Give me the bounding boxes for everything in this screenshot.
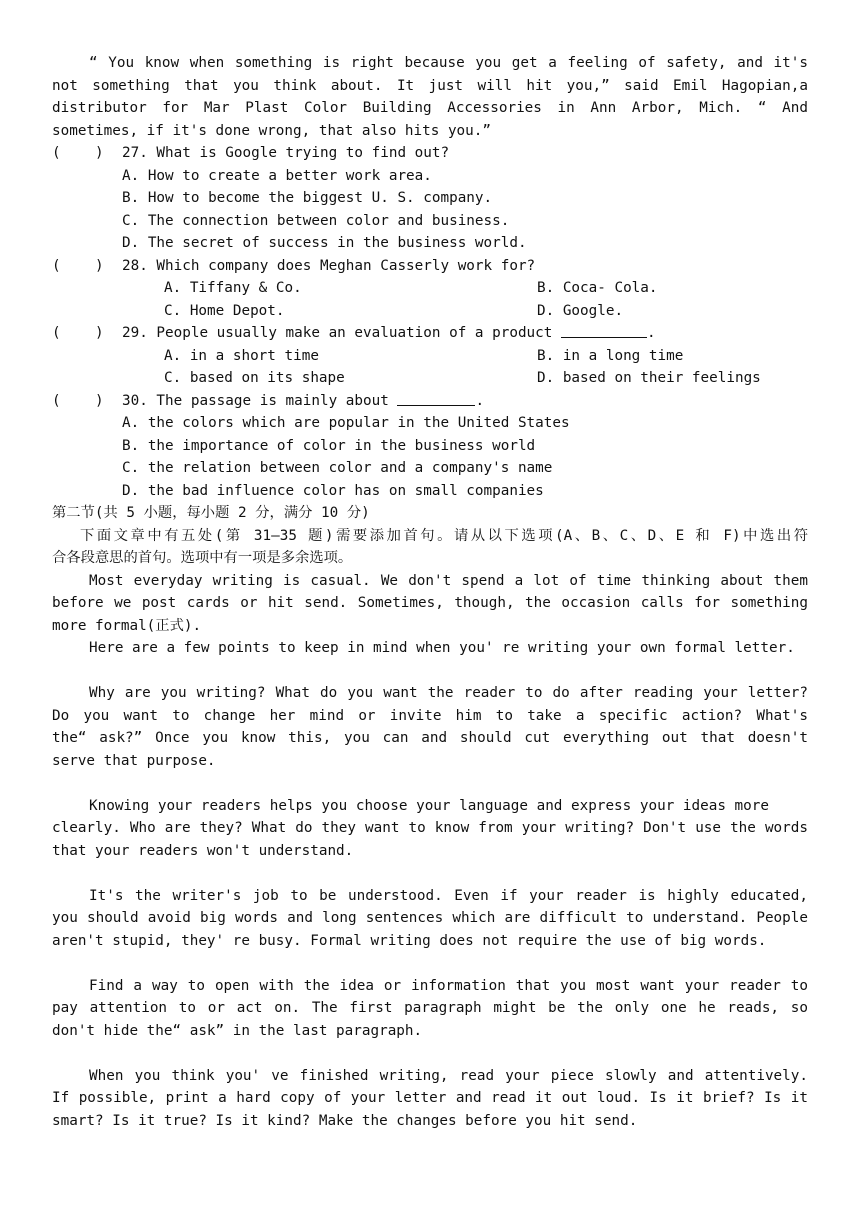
- answer-bracket[interactable]: ( ): [52, 392, 104, 409]
- reading-paragraph: [52, 52, 808, 142]
- question-stem: 29. People usually make an evaluation of a product: [122, 325, 553, 341]
- paragraph-line: Most everyday writing is casual. We don't spend a lot of time thinking about them: [89, 572, 808, 589]
- paragraph-line: not something that you think about. It just will hit you,” said Emil Hagopian,a: [52, 77, 808, 94]
- answer-bracket[interactable]: ( ): [52, 325, 104, 341]
- answer-bracket[interactable]: ( ): [52, 257, 104, 274]
- option-a: A. How to create a better work area.: [122, 167, 432, 184]
- blank-31: [52, 660, 808, 683]
- question-stem: 28. Which company does Meghan Casserly work for?: [122, 257, 536, 274]
- option-a: A. in a short time: [164, 347, 319, 364]
- paragraph-line: aren't stupid, they' re busy. Formal writing does not require the use of big words.: [52, 932, 767, 949]
- blank-35: [52, 1042, 808, 1065]
- answer-blank[interactable]: [397, 390, 475, 406]
- section-heading: 第二节(共 5 小题，每小题 2 分，满分 10 分): [52, 505, 370, 521]
- paragraph-line: Why are you writing? What do you want the reader to do after reading your letter?: [89, 685, 808, 701]
- paragraph-line: When you think you' ve finished writing, read your piece slowly and attentively.: [89, 1067, 808, 1084]
- answer-blank[interactable]: [561, 322, 647, 338]
- option-a: A. Tiffany & Co.: [164, 280, 302, 296]
- passage-intro: [52, 570, 808, 660]
- blank-32: [52, 772, 808, 795]
- section-instructions: [52, 525, 808, 570]
- document-page: [52, 52, 808, 1132]
- paragraph-line: more formal(正式).: [52, 617, 202, 634]
- option-d: D. The secret of success in the business world.: [122, 235, 527, 251]
- question-stem: 27. What is Google trying to find out?: [122, 145, 450, 161]
- paragraph-line: you should avoid big words and long sentences which are difficult to understand. People: [52, 910, 808, 926]
- option-b: B. in a long time: [537, 347, 684, 364]
- paragraph-33: [52, 885, 808, 953]
- paragraph-line: “ You know when something is right because you get a feeling of safety, and it's: [89, 55, 808, 71]
- paragraph-line: don't hide the“ ask” in the last paragraph.: [52, 1022, 423, 1039]
- question-27: [52, 142, 808, 255]
- paragraph-line: pay attention to or act on. The first paragraph might be the only one he reads, so: [52, 1000, 808, 1016]
- paragraph-line: Knowing your readers helps you choose your language and express your ideas more: [89, 797, 769, 814]
- paragraph-line: Here are a few points to keep in mind when you' re writing your own formal letter.: [89, 640, 795, 656]
- blank-33: [52, 862, 808, 885]
- option-b: B. How to become the biggest U. S. company.: [122, 190, 493, 206]
- blank-34: [52, 952, 808, 975]
- paragraph-line: It's the writer's job to be understood. Even if your reader is highly educated,: [89, 887, 808, 904]
- paragraph-32: [52, 795, 808, 863]
- answer-bracket[interactable]: ( ): [52, 145, 104, 161]
- question-stem: 30. The passage is mainly about: [122, 392, 389, 409]
- paragraph-line: Do you want to change her mind or invite him to take a specific action? What's: [52, 707, 808, 724]
- paragraph-line: that your readers won't understand.: [52, 842, 354, 859]
- paragraph-34: [52, 975, 808, 1043]
- question-29: ( ) 29. People usually make an evaluation of a product . A. in a short time B. in a long time C. based on its shape D. based on their feelings: [52, 322, 808, 390]
- option-c: C. based on its shape: [164, 370, 345, 386]
- paragraph-line: before we post cards or hit send. Sometimes, though, the occasion calls for something: [52, 595, 808, 611]
- instruction-line: 下面文章中有五处(第 31—35 题)需要添加首句。请从以下选项(A、B、C、D、E 和 F)中选出符: [80, 527, 808, 544]
- paragraph-35: [52, 1065, 808, 1133]
- option-b: B. Coca- Cola.: [537, 280, 658, 296]
- paragraph-line: serve that purpose.: [52, 752, 216, 769]
- option-d: D. Google.: [537, 302, 624, 319]
- option-c: C. the relation between color and a company's name: [122, 460, 553, 476]
- option-d: D. the bad influence color has on small companies: [122, 482, 544, 499]
- question-28: [52, 255, 808, 323]
- option-c: C. Home Depot.: [164, 302, 285, 319]
- option-b: B. the importance of color in the business world: [122, 437, 536, 454]
- paragraph-line: smart? Is it true? Is it kind? Make the changes before you hit send.: [52, 1112, 638, 1129]
- paragraph-line: distributor for Mar Plast Color Building Accessories in Ann Arbor, Mich. “ And: [52, 100, 808, 116]
- paragraph-line: If possible, print a hard copy of your letter and read it out loud. Is it brief? Is it: [52, 1090, 808, 1106]
- paragraph-line: Find a way to open with the idea or information that you most want your reader to: [89, 977, 808, 994]
- question-30: ( ) 30. The passage is mainly about . A. the colors which are popular in the United States B. the importance of color in the business world C. the relation between color and a company's name D. the bad influence color has on small companies: [52, 390, 808, 503]
- option-c: C. The connection between color and business.: [122, 212, 510, 229]
- paragraph-line: sometimes, if it's done wrong, that also hits you.”: [52, 122, 491, 139]
- option-d: D. based on their feelings: [537, 370, 761, 386]
- instruction-line: 合各段意思的首句。选项中有一项是多余选项。: [52, 550, 353, 566]
- paragraph-line: clearly. Who are they? What do they want to know from your writing? Don't use the words: [52, 820, 808, 836]
- option-a: A. the colors which are popular in the United States: [122, 415, 570, 431]
- paragraph-31: [52, 682, 808, 772]
- paragraph-line: the“ ask?” Once you know this, you can and should cut everything out that doesn't: [52, 730, 808, 746]
